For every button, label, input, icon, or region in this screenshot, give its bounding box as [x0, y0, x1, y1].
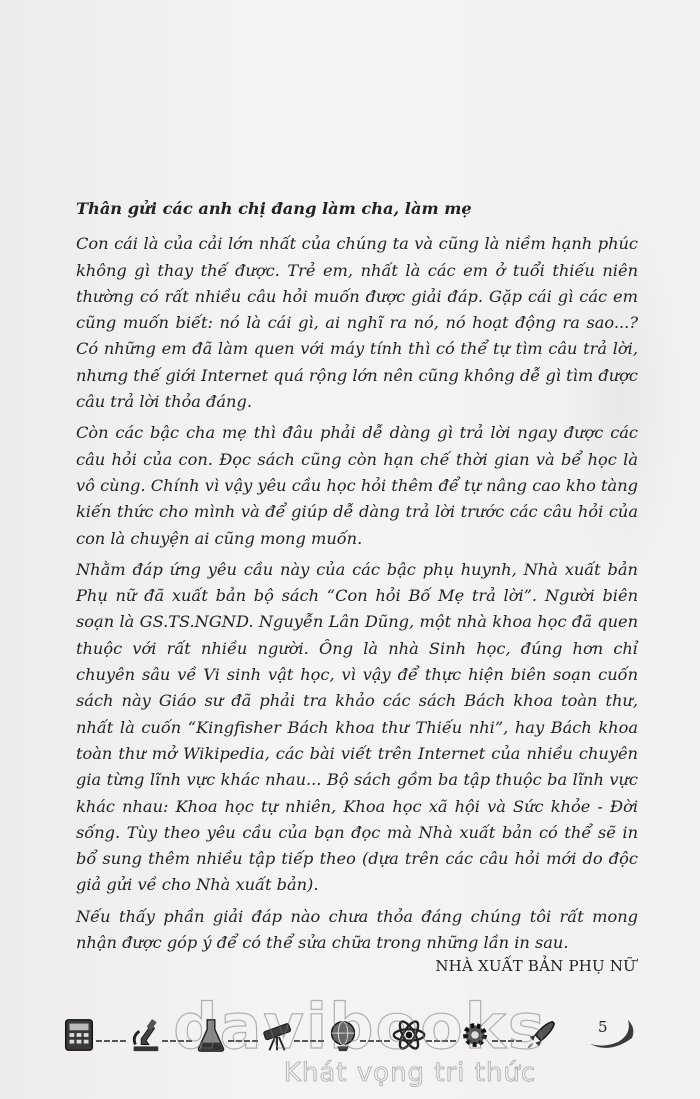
- dash-connector: [492, 1040, 522, 1044]
- paragraph-1: Con cái là của cải lớn nhất của chúng ta và cũng là niềm hạnh phúc không gì thay thế được. Trẻ em, nhất là các em ở tuổi thiếu niên thường có rất nhiều câu hỏi muốn được giải đáp. Gặp cái gì các em cũng muốn biết: nó là cái gì, ai nghĩ ra nó, nó hoạt động ra sao...? Có những em đã làm quen với máy tính thì có thể tự tìm câu trả lời, nhưng thế giới Internet quá rộng lớn nên cũng không dễ gì tìm được câu trả lời thỏa đáng.: [76, 234, 638, 412]
- dash-connector: [360, 1040, 390, 1044]
- dash-connector: [294, 1040, 324, 1044]
- dash-connector: [162, 1040, 192, 1044]
- page-heading: Thân gửi các anh chị đang làm cha, làm mẹ: [76, 199, 472, 218]
- footer-icon-strip: [56, 1010, 566, 1060]
- publisher-signature: NHÀ XUẤT BẢN PHỤ NỮ: [435, 957, 636, 975]
- watermark-brand: davibooks: [173, 990, 547, 1063]
- telescope-icon: [258, 1016, 296, 1054]
- dash-connector: [96, 1040, 126, 1044]
- flask-icon: [192, 1016, 230, 1054]
- paragraph-3: Nhằm đáp ứng yêu cầu này của các bậc phụ huynh, Nhà xuất bản Phụ nữ đã xuất bản bộ sách “Con hỏi Bố Mẹ trả lời”. Người biên soạn là GS.TS.NGND. Nguyễn Lân Dũng, một nhà khoa học đã quen thuộc với rất nhiều người. Ông là nhà Sinh học, đúng hơn chỉ chuyên sâu về Vi sinh vật học, vì vậy để thực hiện biên soạn cuốn sách này Giáo sư đã phải tra khảo các sách Bách khoa toàn thư, nhất là cuốn “Kingfisher Bách khoa thư Thiếu nhi”, hay Bách khoa toàn thư mở Wikipedia, các bài viết trên Internet của nhiều chuyên gia từng lĩnh vực khác nhau... Bộ sách gồm ba tập thuộc ba lĩnh vực khác nhau: Khoa học tự nhiên, Khoa học xã hội và Sức khỏe - Đời sống. Tùy theo yêu cầu của bạn đọc mà Nhà xuất bản có thể sẽ in bổ sung thêm nhiều tập tiếp theo (dựa trên các câu hỏi mới do độc giả gửi về cho Nhà xuất bản).: [76, 559, 638, 895]
- dash-connector: [426, 1040, 456, 1044]
- watermark-tagline: Khát vọng tri thức: [283, 1058, 537, 1088]
- globe-icon: [324, 1016, 362, 1054]
- dash-connector: [228, 1040, 258, 1044]
- paragraph-4: Nếu thấy phần giải đáp nào chưa thỏa đáng chúng tôi rất mong nhận được góp ý để có thể sửa chữa trong những lần in sau.: [76, 906, 638, 953]
- gear-icon: [456, 1016, 494, 1054]
- crescent-ornament-icon: [588, 1016, 638, 1056]
- body-text: [76, 196, 638, 961]
- microscope-icon: [126, 1016, 164, 1054]
- atom-icon: [390, 1016, 428, 1054]
- paragraph-2: Còn các bậc cha mẹ thì đâu phải dễ dàng gì trả lời ngay được các câu hỏi của con. Đọc sách cũng còn hạn chế thời gian và bể học là vô cùng. Chính vì vậy yêu cầu học hỏi thêm để tự nâng cao kho tàng kiến thức cho mình và để giúp dễ dàng trả lời trước các câu hỏi của con là chuyện ai cũng mong muốn.: [76, 423, 638, 548]
- rocket-icon: [522, 1016, 560, 1054]
- calculator-icon: [60, 1016, 98, 1054]
- page-number: 5: [598, 1018, 608, 1036]
